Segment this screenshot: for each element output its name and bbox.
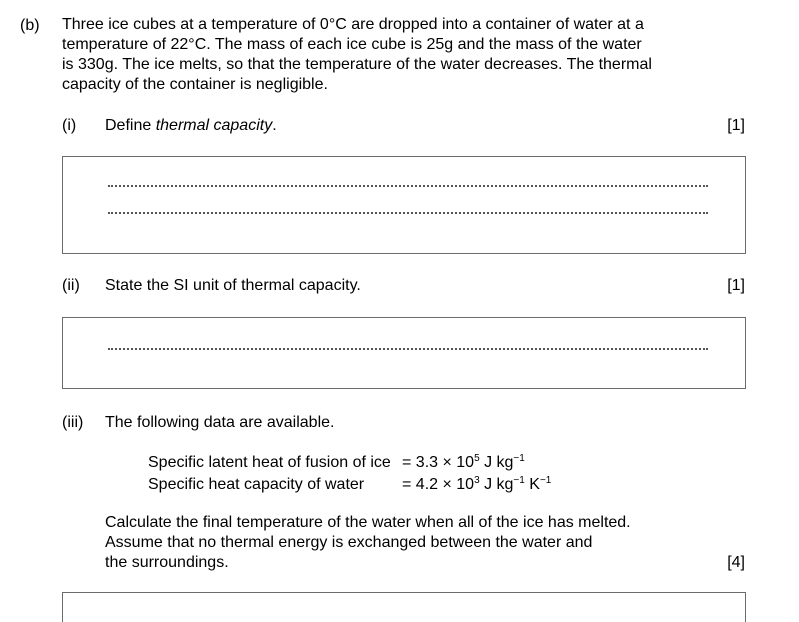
q1-label: (i) (62, 117, 77, 134)
latent-heat-exponent: 5 (474, 453, 480, 464)
q3-label: (iii) (62, 414, 84, 431)
data-heat-capacity-value (402, 475, 551, 495)
heat-capacity-unit-2-exponent: −1 (539, 475, 552, 486)
q1-marks: [1] (727, 117, 745, 134)
latent-heat-unit: J kg (479, 454, 514, 471)
q3-marks: [4] (727, 554, 745, 571)
data-heat-capacity-name: Specific heat capacity of water (148, 476, 365, 493)
data-latent-heat-value (402, 453, 525, 473)
q3-instruction-2: Assume that no thermal energy is exchanged between the water and (105, 534, 593, 551)
q3-instruction-1: Calculate the final temperature of the water when all of the ice has melted. (105, 514, 631, 531)
heat-capacity-exponent: 3 (474, 475, 480, 486)
heat-capacity-mantissa: = 4.2 × 10 (402, 476, 475, 493)
q2-marks: [1] (727, 277, 745, 294)
q3-instruction-3: the surroundings. (105, 554, 229, 571)
q1-text: Define (105, 117, 156, 134)
q2-answer-box[interactable] (62, 317, 746, 389)
heat-capacity-unit-2: K (524, 476, 540, 493)
q1-text-end: . (272, 117, 277, 134)
q2-answer-line[interactable] (108, 346, 708, 350)
latent-heat-mantissa: = 3.3 × 10 (402, 454, 475, 471)
q1-term: thermal capacity (155, 117, 273, 134)
q3-question: The following data are available. (105, 414, 335, 431)
q1-answer-box[interactable] (62, 156, 746, 254)
heat-capacity-unit: J kg (479, 476, 514, 493)
intro-line-2: temperature of 22°C. The mass of each ice cube is 25g and the mass of the water (62, 36, 642, 53)
q2-question: State the SI unit of thermal capacity. (105, 277, 361, 294)
q1-question (105, 116, 277, 136)
intro-line-1: Three ice cubes at a temperature of 0°C are dropped into a container of water at a (62, 16, 644, 33)
q1-answer-line-1[interactable] (108, 183, 708, 187)
q2-label: (ii) (62, 277, 80, 294)
part-label: (b) (20, 17, 40, 34)
intro-line-4: capacity of the container is negligible. (62, 76, 328, 93)
latent-heat-unit-exponent: −1 (513, 453, 525, 464)
intro-line-3: is 330g. The ice melts, so that the temperature of the water decreases. The thermal (62, 56, 652, 73)
data-latent-heat-name: Specific latent heat of fusion of ice (148, 454, 391, 471)
heat-capacity-unit-exponent: −1 (513, 475, 525, 486)
q3-answer-box[interactable] (62, 592, 746, 622)
q1-answer-line-2[interactable] (108, 210, 708, 214)
